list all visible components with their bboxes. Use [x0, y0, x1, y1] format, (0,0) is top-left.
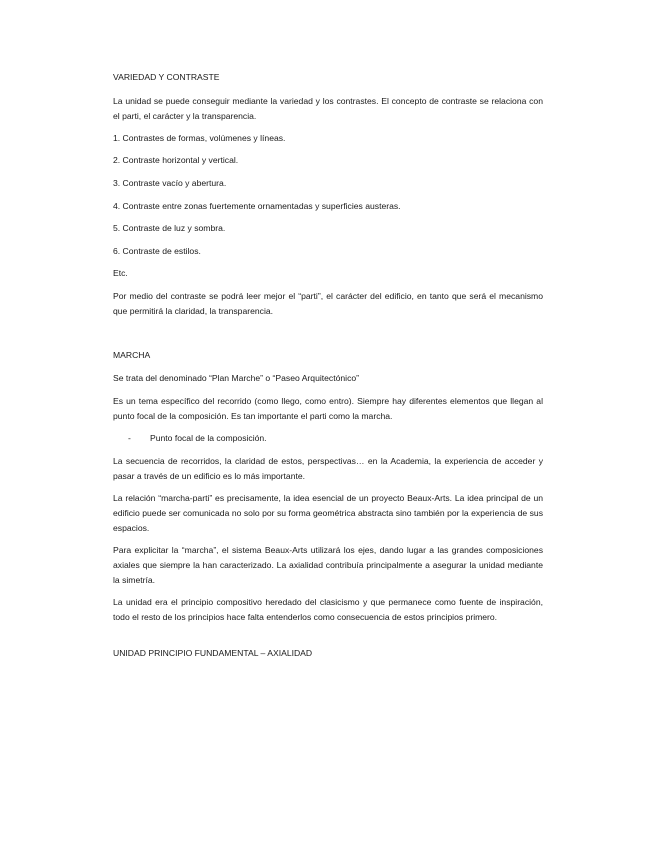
paragraph-marcha-4: Para explicitar la “marcha”, el sistema Beaux-Arts utilizará los ejes, dando lugar a las grandes composiciones axiales que siempre la han caracterizado. La axialidad contribuía principalmente a asegurar la unidad mediante la simetría. [113, 545, 543, 585]
section-title-marcha: MARCHA [113, 350, 151, 360]
list-item: Etc. [113, 268, 128, 278]
list-item: 4. Contraste entre zonas fuertemente ornamentadas y superficies austeras. [113, 201, 401, 211]
section-title-unidad: UNIDAD PRINCIPIO FUNDAMENTAL – AXIALIDAD [113, 648, 313, 658]
list-item: 6. Contraste de estilos. [113, 246, 201, 256]
bullet-item: Punto focal de la composición. [150, 433, 267, 443]
section-title-variedad: VARIEDAD Y CONTRASTE [113, 72, 220, 82]
paragraph-variedad-intro: La unidad se puede conseguir mediante la variedad y los contrastes. El concepto de contraste se relaciona con el parti, el carácter y la transparencia. [113, 96, 543, 121]
list-item: 3. Contraste vacío y abertura. [113, 178, 227, 188]
paragraph-marcha-3: La relación “marcha-parti” es precisamente, la idea esencial de un proyecto Beaux-Arts. La idea principal de un edificio puede ser comunicada no solo por su forma geométrica abstracta sino también por la experiencia de sus espacios. [113, 493, 543, 533]
paragraph-marcha-1: Es un tema específico del recorrido (como llego, como entro). Siempre hay diferentes elementos que llegan al punto focal de la composición. Es tan importante el parti como la marcha. [113, 396, 543, 421]
paragraph-marcha-5: La unidad era el principio compositivo heredado del clasicismo y que permanece como fuente de inspiración, todo el resto de los principios hace falta entenderlos como consecuencia de estos principios primero. [113, 597, 543, 622]
paragraph-marcha-2: La secuencia de recorridos, la claridad de estos, perspectivas… en la Academia, la experiencia de acceder y pasar a través de un edificio es lo más importante. [113, 456, 543, 481]
list-item: 2. Contraste horizontal y vertical. [113, 155, 239, 165]
list-item: 1. Contrastes de formas, volúmenes y líneas. [113, 133, 286, 143]
list-item: 5. Contraste de luz y sombra. [113, 223, 226, 233]
bullet-marker: - [128, 433, 131, 443]
paragraph-marcha-subtitle: Se trata del denominado “Plan Marche” o “Paseo Arquitectónico” [113, 373, 360, 383]
paragraph-variedad-closing: Por medio del contraste se podrá leer mejor el “parti”, el carácter del edificio, en tanto que será el mecanismo que permitirá la claridad, la transparencia. [113, 291, 543, 316]
